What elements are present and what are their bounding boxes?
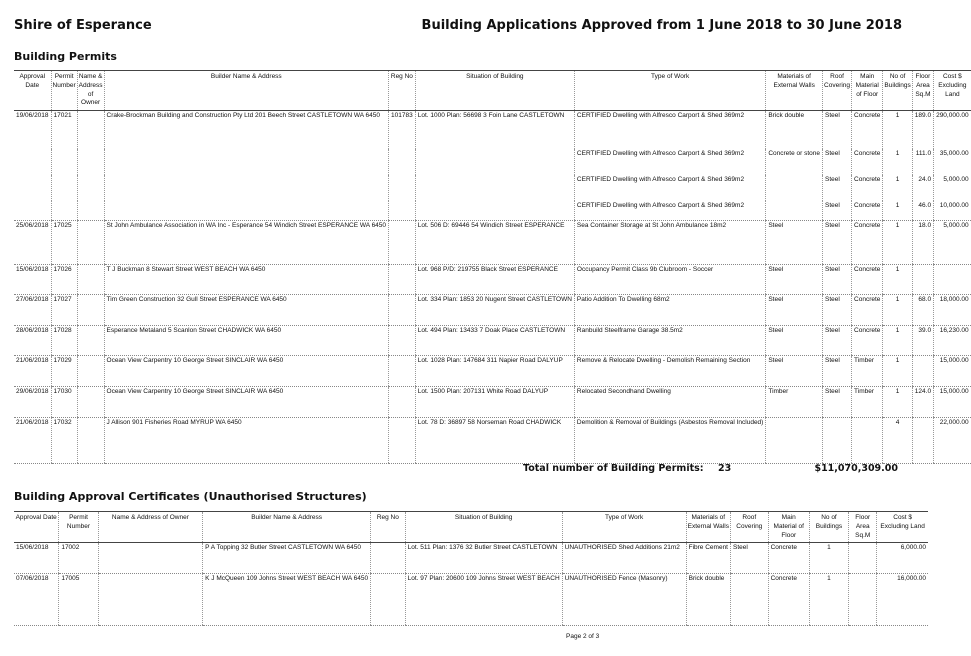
cell-builder: St John Ambulance Association in WA Inc - Esperance 54 Windich Street ESPERANCE WA 6450	[104, 221, 389, 265]
total-permits-count: 23	[718, 463, 732, 474]
cell-permit-number: 17029	[51, 356, 77, 387]
cell-type-of-work: Occupancy Permit Class 9b Clubroom - Soccer	[574, 265, 765, 295]
cell-type-of-work: Ranbuild Steelframe Garage 38.5m2	[574, 326, 765, 356]
cell-roof-covering: Steel	[823, 356, 852, 387]
cell-cost: 6,000.00	[877, 543, 928, 574]
cell-owner	[77, 387, 104, 418]
cell-builder: P A Topping 32 Butler Street CASTLETOWN WA 6450	[203, 543, 371, 574]
cell-type-of-work: Remove & Relocate Dwelling - Demolish Remaining Section	[574, 356, 765, 387]
table-row	[14, 175, 971, 201]
section-title-permits: Building Permits	[14, 50, 117, 63]
cell-floor-material: Concrete	[852, 326, 883, 356]
col-header-floor-material: Main Material of Floor	[768, 512, 809, 543]
cell-approval-date: 28/06/2018	[14, 326, 51, 356]
cell-type-of-work: Relocated Secondhand Dwelling	[574, 387, 765, 418]
cell-external-walls: Brick double	[766, 111, 823, 149]
col-header-cost: Cost $ Excluding Land	[934, 71, 971, 111]
cell-reg-no	[389, 356, 416, 387]
cell-type-of-work: UNAUTHORISED Shed Additions 21m2	[562, 543, 686, 574]
cell-approval-date: 29/06/2018	[14, 387, 51, 418]
cell-approval-date	[14, 175, 51, 201]
cell-reg-no	[389, 326, 416, 356]
cell-reg-no	[389, 221, 416, 265]
table-row	[14, 295, 971, 326]
cell-approval-date: 07/06/2018	[14, 574, 59, 626]
cell-floor-material	[852, 418, 883, 464]
table-row	[14, 201, 971, 221]
cell-builder	[104, 201, 389, 221]
col-header-reg-no: Reg No	[389, 71, 416, 111]
cell-no-of-buildings: 1	[883, 326, 912, 356]
cell-builder: K J McQueen 109 Johns Street WEST BEACH WA 6450	[203, 574, 371, 626]
cell-permit-number: 17025	[51, 221, 77, 265]
cell-approval-date: 21/06/2018	[14, 356, 51, 387]
cell-reg-no	[371, 543, 406, 574]
cell-permit-number: 17005	[59, 574, 98, 626]
cell-reg-no	[389, 149, 416, 175]
cell-roof-covering: Steel	[823, 387, 852, 418]
cell-no-of-buildings: 1	[883, 295, 912, 326]
cell-external-walls	[766, 201, 823, 221]
cell-no-of-buildings: 1	[883, 356, 912, 387]
cell-owner	[98, 574, 202, 626]
table-row	[14, 221, 971, 265]
cell-type-of-work: CERTIFIED Dwelling with Alfresco Carport & Shed 369m2	[574, 175, 765, 201]
cell-external-walls: Steel	[766, 295, 823, 326]
cell-external-walls: Steel	[766, 221, 823, 265]
table-header-row	[14, 512, 928, 543]
cell-builder: J Allison 901 Fisheries Road MYRUP WA 6450	[104, 418, 389, 464]
cell-owner	[77, 295, 104, 326]
cell-builder	[104, 175, 389, 201]
cell-situation: Lot. 1028 Plan: 147684 311 Napier Road DALYUP	[415, 356, 574, 387]
table-row	[14, 326, 971, 356]
cell-owner	[77, 201, 104, 221]
cell-situation: Lot. 968 P/D: 219755 Black Street ESPERANCE	[415, 265, 574, 295]
cell-floor-material: Concrete	[852, 111, 883, 149]
cell-reg-no	[389, 387, 416, 418]
cell-approval-date: 27/06/2018	[14, 295, 51, 326]
cell-no-of-buildings: 1	[883, 265, 912, 295]
cell-approval-date: 19/06/2018	[16, 112, 49, 120]
col-header-roof-covering: Roof Covering	[823, 71, 852, 111]
table-row	[14, 387, 971, 418]
cell-situation	[415, 201, 574, 221]
cell-approval-date: 15/06/2018	[14, 265, 51, 295]
cell-no-of-buildings: 1	[883, 149, 912, 175]
cell-external-walls: Concrete or stone	[766, 149, 823, 175]
cell-roof-covering: Steel	[823, 221, 852, 265]
col-header-external-walls: Materials of External Walls	[766, 71, 823, 111]
table-row	[14, 149, 971, 175]
col-header-floor-area: Floor Area Sq.M	[849, 512, 877, 543]
col-header-owner: Name & Address of Owner	[98, 512, 202, 543]
cell-external-walls: Steel	[766, 326, 823, 356]
cell-floor-material: Concrete	[852, 149, 883, 175]
cell-roof-covering: Steel	[823, 175, 852, 201]
cell-cost: 10,000.00	[934, 201, 971, 221]
cell-permit-number	[51, 149, 77, 175]
cell-permit-number: 17030	[51, 387, 77, 418]
cell-floor-material: Concrete	[852, 295, 883, 326]
cell-no-of-buildings: 1	[883, 175, 912, 201]
cell-owner	[77, 175, 104, 201]
cell-floor-area	[912, 418, 933, 464]
cell-no-of-buildings: 1	[883, 201, 912, 221]
cell-owner	[77, 418, 104, 464]
cell-cost: 5,000.00	[934, 175, 971, 201]
cell-no-of-buildings: 1	[809, 543, 848, 574]
cell-owner	[77, 221, 104, 265]
col-header-situation: Situation of Building	[405, 512, 562, 543]
col-header-builder: Builder Name & Address	[203, 512, 371, 543]
cell-floor-material: Concrete	[768, 543, 809, 574]
cell-owner	[77, 326, 104, 356]
cell-builder	[104, 149, 389, 175]
col-header-approval-date: Approval Date	[14, 71, 51, 111]
cell-permit-number: 17002	[59, 543, 98, 574]
cell-floor-material: Concrete	[852, 221, 883, 265]
cell-floor-area: 24.0	[912, 175, 933, 201]
col-header-no-of-buildings: No of Buildings	[809, 512, 848, 543]
cell-roof-covering: Steel	[823, 201, 852, 221]
cell-no-of-buildings: 4	[883, 418, 912, 464]
cell-roof-covering	[730, 574, 768, 626]
cell-floor-area: 124.0	[912, 387, 933, 418]
cell-floor-material: Concrete	[852, 175, 883, 201]
cell-reg-no	[389, 265, 416, 295]
table-row	[14, 418, 971, 464]
page-number: Page 2 of 3	[566, 633, 600, 640]
cell-type-of-work: Sea Container Storage at St John Ambulance 18m2	[574, 221, 765, 265]
cell-reg-no	[389, 295, 416, 326]
cell-type-of-work: CERTIFIED Dwelling with Alfresco Carport & Shed 369m2	[574, 149, 765, 175]
total-permits-label: Total number of Building Permits:	[523, 463, 704, 474]
certificates-table	[14, 511, 928, 626]
cell-no-of-buildings: 1	[883, 221, 912, 265]
cell-cost: 15,000.00	[934, 387, 971, 418]
col-header-permit-number: Permit Number	[51, 71, 77, 111]
table-row	[14, 265, 971, 295]
cell-type-of-work: Demolition & Removal of Buildings (Asbestos Removal Included)	[574, 418, 765, 464]
col-header-builder: Builder Name & Address	[104, 71, 389, 111]
cell-cost: 22,000.00	[934, 418, 971, 464]
cell-reg-no	[389, 175, 416, 201]
cell-floor-material: Timber	[852, 356, 883, 387]
cell-situation: Lot. 494 Plan: 13433 7 Doak Place CASTLETOWN	[415, 326, 574, 356]
cell-floor-material: Concrete	[852, 201, 883, 221]
cell-owner	[77, 265, 104, 295]
cell-type-of-work: Patio Addition To Dwelling 68m2	[574, 295, 765, 326]
col-header-type-of-work: Type of Work	[562, 512, 686, 543]
cell-roof-covering: Steel	[823, 149, 852, 175]
cell-roof-covering: Steel	[823, 111, 852, 149]
col-header-approval-date: Approval Date	[14, 512, 59, 543]
cell-builder: Tim Green Construction 32 Gull Street ESPERANCE WA 6450	[104, 295, 389, 326]
cell-reg-no: 101783	[389, 111, 416, 149]
cell-builder: Crake-Brockman Building and Construction Pty Ltd 201 Beech Street CASTLETOWN WA 6450	[104, 111, 389, 149]
table-row	[14, 356, 971, 387]
cell-reg-no	[389, 201, 416, 221]
cell-owner	[98, 543, 202, 574]
cell-floor-area	[912, 265, 933, 295]
cell-external-walls	[766, 418, 823, 464]
cell-approval-date: 15/06/2018	[14, 543, 59, 574]
cell-type-of-work: CERTIFIED Dwelling with Alfresco Carport & Shed 369m2	[574, 201, 765, 221]
table-header-row	[14, 71, 971, 111]
cell-cost: 18,000.00	[934, 295, 971, 326]
cell-permit-number	[51, 175, 77, 201]
cell-external-walls: Fibre Cement	[686, 543, 730, 574]
cell-owner	[77, 356, 104, 387]
cell-permit-number: 17027	[51, 295, 77, 326]
cell-roof-covering: Steel	[823, 265, 852, 295]
cell-approval-date: 21/06/2018	[14, 418, 51, 464]
cell-situation: Lot. 1500 Plan: 207131 White Road DALYUP	[415, 387, 574, 418]
cell-owner	[77, 111, 104, 149]
cell-roof-covering	[823, 418, 852, 464]
col-header-no-of-buildings: No of Buildings	[883, 71, 912, 111]
total-permits-value: $11,070,309.00	[814, 463, 898, 474]
cell-builder: Ocean View Carpentry 10 George Street SINCLAIR WA 6450	[104, 356, 389, 387]
col-header-floor-area: Floor Area Sq.M	[912, 71, 933, 111]
cell-type-of-work: CERTIFIED Dwelling with Alfresco Carport & Shed 369m2	[574, 111, 765, 149]
cell-situation: Lot. 334 Plan: 1853 20 Nugent Street CASTLETOWN	[415, 295, 574, 326]
section-title-certificates: Building Approval Certificates (Unauthorised Structures)	[14, 490, 367, 503]
cell-floor-material: Concrete	[852, 265, 883, 295]
cell-situation: Lot. 78 D: 36897 58 Norseman Road CHADWICK	[415, 418, 574, 464]
cell-builder: T J Buckman 8 Stewart Street WEST BEACH WA 6450	[104, 265, 389, 295]
cell-approval-date	[14, 149, 51, 175]
table-row	[14, 574, 928, 626]
table-row	[14, 111, 971, 149]
cell-builder: Esperance Metaland 5 Scanlon Street CHADWICK WA 6450	[104, 326, 389, 356]
cell-external-walls: Timber	[766, 387, 823, 418]
cell-cost: 15,000.00	[934, 356, 971, 387]
cell-floor-material: Concrete	[768, 574, 809, 626]
cell-cost: 16,230.00	[934, 326, 971, 356]
cell-cost: 35,000.00	[934, 149, 971, 175]
cell-permit-number: 17021	[51, 111, 77, 149]
cell-situation: Lot. 97 Plan: 20600 109 Johns Street WEST BEACH	[405, 574, 562, 626]
cell-owner	[77, 149, 104, 175]
cell-type-of-work: UNAUTHORISED Fence (Masonry)	[562, 574, 686, 626]
col-header-type-of-work: Type of Work	[574, 71, 765, 111]
cell-external-walls	[766, 175, 823, 201]
cell-no-of-buildings: 1	[809, 574, 848, 626]
council-name: Shire of Esperance	[14, 18, 152, 33]
cell-situation	[415, 149, 574, 175]
table-row	[14, 543, 928, 574]
cell-cost: 290,000.00	[934, 111, 971, 149]
cell-approval-date	[14, 201, 51, 221]
cell-floor-area: 46.0	[912, 201, 933, 221]
col-header-cost: Cost $ Excluding Land	[877, 512, 928, 543]
cell-permit-number	[51, 201, 77, 221]
cell-floor-area	[849, 543, 877, 574]
cell-roof-covering: Steel	[823, 326, 852, 356]
permits-table	[14, 70, 971, 464]
cell-external-walls: Steel	[766, 265, 823, 295]
cell-floor-area: 18.0	[912, 221, 933, 265]
cell-external-walls: Brick double	[686, 574, 730, 626]
cell-builder: Ocean View Carpentry 10 George Street SINCLAIR WA 6450	[104, 387, 389, 418]
col-header-permit-number: Permit Number	[59, 512, 98, 543]
cell-situation: Lot. 511 Plan: 1376 32 Butler Street CASTLETOWN	[405, 543, 562, 574]
cell-roof-covering: Steel	[823, 295, 852, 326]
col-header-situation: Situation of Building	[415, 71, 574, 111]
cell-cost	[934, 265, 971, 295]
cell-floor-area: 68.0	[912, 295, 933, 326]
report-title: Building Applications Approved from 1 June 2018 to 30 June 2018	[421, 18, 902, 33]
cell-external-walls: Steel	[766, 356, 823, 387]
col-header-owner: Name & Address of Owner	[77, 71, 104, 111]
col-header-roof-covering: Roof Covering	[730, 512, 768, 543]
cell-approval-date: 25/06/2018	[14, 221, 51, 265]
cell-floor-area	[849, 574, 877, 626]
cell-reg-no	[371, 574, 406, 626]
cell-floor-material: Timber	[852, 387, 883, 418]
cell-permit-number: 17026	[51, 265, 77, 295]
cell-permit-number: 17032	[51, 418, 77, 464]
cell-reg-no	[389, 418, 416, 464]
col-header-floor-material: Main Material of Floor	[852, 71, 883, 111]
col-header-reg-no: Reg No	[371, 512, 406, 543]
cell-floor-area: 39.0	[912, 326, 933, 356]
cell-floor-area: 111.0	[912, 149, 933, 175]
cell-situation: Lot. 506 D: 69446 54 Windich Street ESPERANCE	[415, 221, 574, 265]
cell-cost: 16,000.00	[877, 574, 928, 626]
cell-situation: Lot. 1000 Plan: 56698 3 Foin Lane CASTLETOWN	[415, 111, 574, 149]
cell-floor-area: 189.0	[912, 111, 933, 149]
cell-permit-number: 17028	[51, 326, 77, 356]
cell-cost: 5,000.00	[934, 221, 971, 265]
col-header-external-walls: Materials of External Walls	[686, 512, 730, 543]
cell-roof-covering: Steel	[730, 543, 768, 574]
cell-no-of-buildings: 1	[883, 387, 912, 418]
cell-no-of-buildings: 1	[883, 111, 912, 149]
cell-floor-area	[912, 356, 933, 387]
cell-situation	[415, 175, 574, 201]
